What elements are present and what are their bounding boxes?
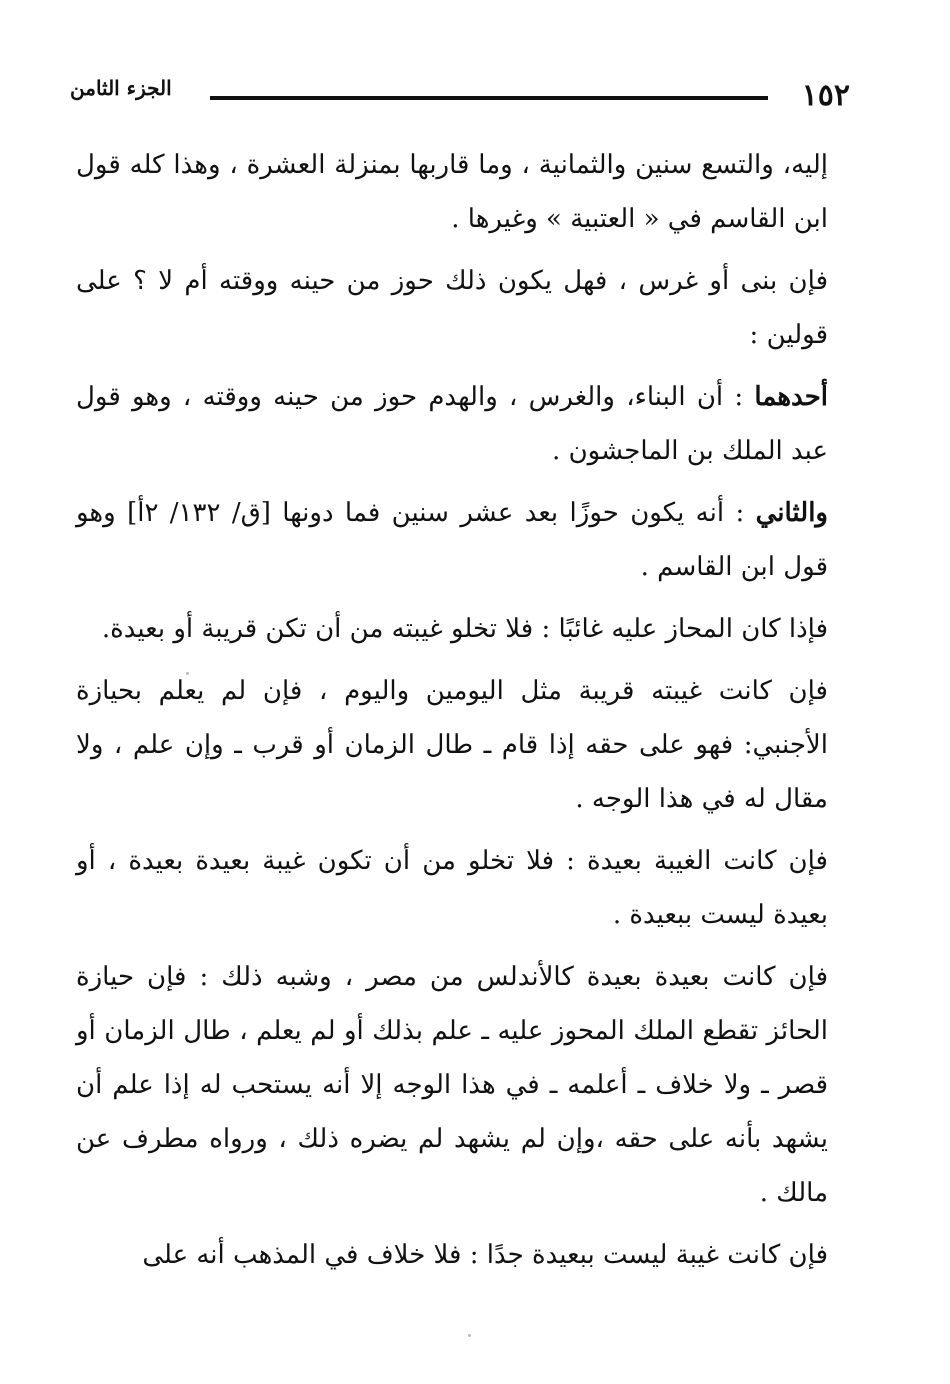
- paragraph-text: فإن كانت غيبة ليست ببعيدة جدًا : فلا خلاف في المذهب أنه على: [142, 1240, 828, 1270]
- paragraph: [76, 1228, 828, 1282]
- paragraph-text: إليه، والتسع سنين والثمانية ، وما قاربها بمنزلة العشرة ، وهذا كله قول ابن القاسم في « العتبية » وغيرها .: [76, 150, 828, 234]
- paragraph: [76, 602, 828, 656]
- paragraph: [76, 664, 828, 826]
- paragraph-lead: والثاني: [755, 498, 828, 528]
- scan-speck: [186, 672, 189, 675]
- paragraph-text: فإن كانت بعيدة بعيدة كالأندلس من مصر ، وشبه ذلك : فإن حيازة الحائز تقطع الملك المحوز عليه ـ علم بذلك أو لم يعلم ، طال الزمان أو قصر ـ ولا خلاف ـ أعلمه ـ في هذا الوجه إلا أنه يستحب له إذا علم أن يشهد بأنه على حقه ،وإن لم يشهد لم يضره ذلك ، ورواه مطرف عن مالك .: [76, 962, 828, 1208]
- paragraph-text: فإن كانت الغيبة بعيدة : فلا تخلو من أن تكون غيبة بعيدة بعيدة ، أو بعيدة ليست ببعيدة .: [76, 846, 828, 930]
- running-head: الجزء الثامن: [70, 76, 172, 100]
- page-number: ١٥٢: [801, 78, 850, 113]
- paragraph: [76, 950, 828, 1220]
- paragraph-text: : أنه يكون حوزًا بعد عشر سنين فما دونها [ق/ ١٣٢/ ٢أ] وهو قول ابن القاسم .: [76, 498, 828, 582]
- paragraph-lead: أحدهما: [754, 382, 828, 412]
- paragraph-text: فإذا كان المحاز عليه غائبًا : فلا تخلو غيبته من أن تكن قريبة أو بعيدة.: [101, 614, 828, 644]
- body-text: [76, 138, 828, 1290]
- header-rule: [210, 96, 768, 100]
- paragraph: [76, 834, 828, 942]
- paragraph-text: فإن بنى أو غرس ، فهل يكون ذلك حوز من حينه ووقته أم لا ؟ على قولين :: [76, 266, 828, 350]
- paragraph-text: فإن كانت غيبته قريبة مثل اليومين واليوم ، فإن لم يعلم بحيازة الأجنبي: فهو على حقه إذا قام ـ طال الزمان أو قرب ـ وإن علم ، ولا مقال له في هذا الوجه .: [76, 676, 828, 814]
- paragraph: [76, 254, 828, 362]
- page-header: [70, 70, 850, 120]
- paragraph: [76, 138, 828, 246]
- paragraph-text: : أن البناء، والغرس ، والهدم حوز من حينه ووقته ، وهو قول عبد الملك بن الماجشون .: [76, 382, 828, 466]
- paragraph: [76, 486, 828, 594]
- scan-speck: [468, 1334, 471, 1337]
- paragraph: [76, 370, 828, 478]
